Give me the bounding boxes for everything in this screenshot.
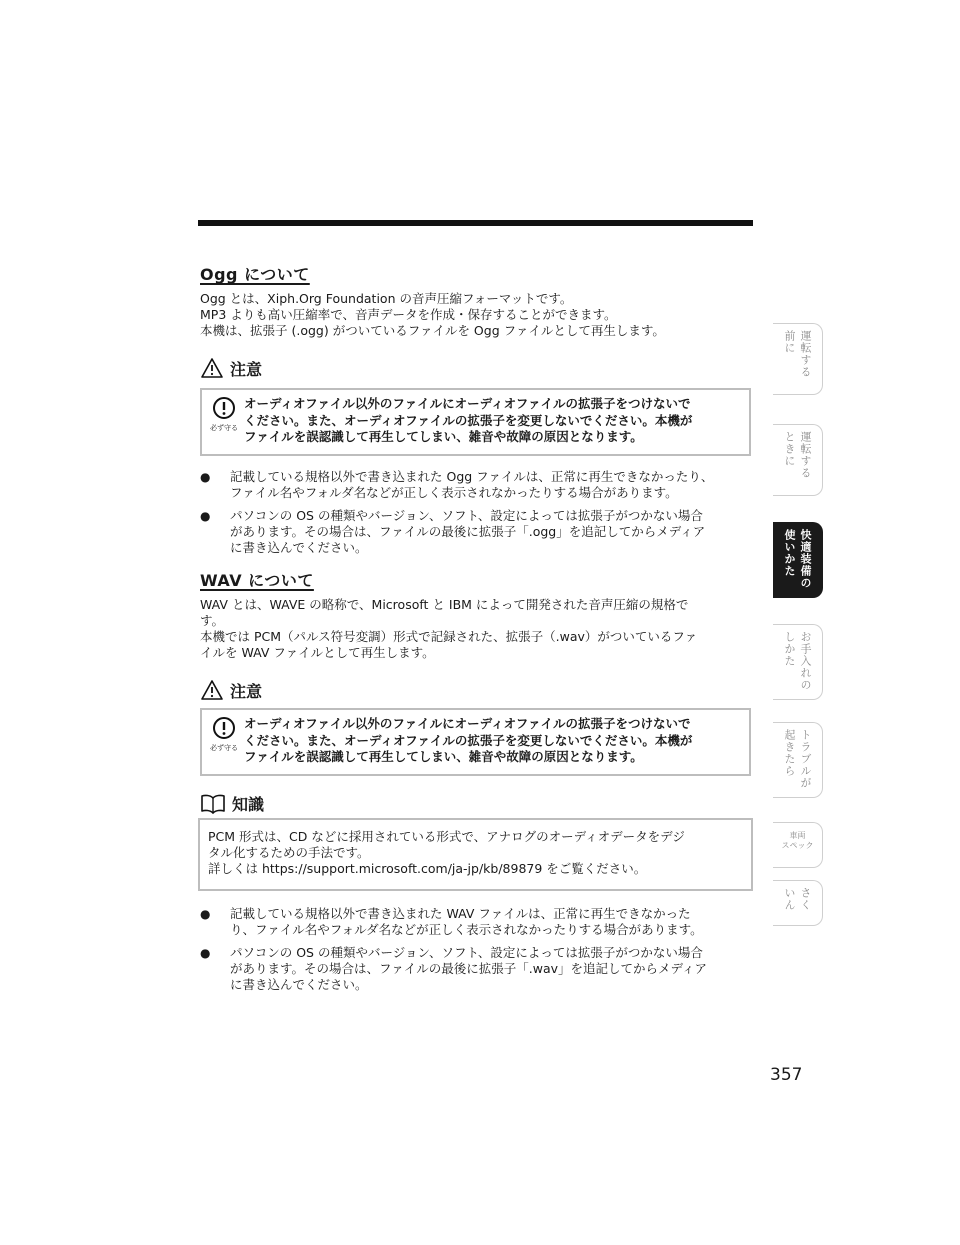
warning-icon — [200, 679, 224, 701]
side-tab-label: 使いかた — [783, 529, 796, 577]
ogg-caution-title — [200, 357, 262, 379]
knowledge-box — [198, 818, 753, 891]
exclamation-circle-icon — [212, 396, 236, 420]
side-tab-label: 車両 — [789, 831, 806, 840]
caution-line: オーディオファイル以外のファイルにオーディオファイルの拡張子をつけないで — [244, 716, 691, 731]
list-item-line: に書き込んでください。 — [230, 977, 368, 992]
ogg-body-line: 本機は、拡張子 (.ogg) がついているファイルを Ogg ファイルとして再生します。 — [200, 323, 665, 338]
ogg-body-line: Ogg とは、Xiph.Org Foundation の音声圧縮フォーマットです。 — [200, 291, 573, 306]
side-tab-label: 運転する — [799, 330, 812, 378]
wav-body-line: 本機では PCM（パルス符号変調）形式で記録された、拡張子（.wav）がついているファ — [200, 629, 698, 644]
list-item-line: り、ファイル名やフォルダ名などが正しく表示されなかったりする場合があります。 — [230, 922, 703, 937]
list-item-line: 記載している規格以外で書き込まれた Ogg ファイルは、正常に再生できなかったり、 — [230, 469, 714, 484]
caution-text — [244, 716, 743, 766]
wav-bullets — [200, 906, 755, 1000]
caution-line: ファイルを誤認識して再生してしまい、雑音や故障の原因となります。 — [244, 429, 643, 444]
list-item-line: パソコンの OS の種類やバージョン、ソフト、設定によっては拡張子がつかない場合 — [230, 508, 703, 523]
must-observe-badge — [208, 716, 240, 753]
wav-heading: WAV について — [200, 571, 314, 590]
wav-body — [200, 597, 755, 661]
exclamation-circle-icon — [212, 716, 236, 740]
side-tab-label: お手入れの — [799, 631, 812, 691]
ogg-body — [200, 291, 755, 339]
knowledge-title — [200, 792, 264, 815]
book-icon — [200, 793, 226, 815]
list-item-line: があります。その場合は、ファイルの最後に拡張子「.wav」を追記してからメディア — [230, 961, 708, 976]
list-item-line: パソコンの OS の種類やバージョン、ソフト、設定によっては拡張子がつかない場合 — [230, 945, 703, 960]
side-tab-maintenance[interactable] — [773, 624, 823, 700]
side-tab-label: さく — [799, 887, 812, 911]
warning-icon — [200, 357, 224, 379]
list-item — [200, 508, 755, 556]
caution-line: ください。また、オーディオファイルの拡張子を変更しないでください。本機が — [244, 732, 693, 748]
wav-caution-box — [200, 708, 751, 776]
side-tab-before-driving[interactable] — [773, 323, 823, 395]
side-tab-vehicle-specs[interactable] — [773, 822, 823, 868]
side-tab-label: 運転する — [799, 431, 812, 479]
side-tab-label: 前に — [783, 330, 796, 354]
wav-body-line: す。 — [200, 613, 225, 628]
list-item — [200, 945, 755, 993]
ogg-bullets — [200, 469, 755, 563]
side-tab-label: いん — [783, 887, 796, 911]
side-tab-index[interactable] — [773, 880, 823, 926]
side-tab-troubleshooting[interactable] — [773, 722, 823, 798]
ogg-body-line: MP3 よりも高い圧縮率で、音声データを作成・保存することができます。 — [200, 307, 617, 322]
list-item — [200, 906, 755, 938]
caution-label: 注意 — [230, 681, 263, 701]
side-tab-label: トラブルが — [799, 729, 812, 789]
must-observe-badge — [208, 396, 240, 433]
caution-line: オーディオファイル以外のファイルにオーディオファイルの拡張子をつけないで — [244, 396, 691, 411]
list-item-line: があります。その場合は、ファイルの最後に拡張子「.ogg」を追記してからメディア — [230, 524, 706, 539]
ogg-heading: Ogg について — [200, 265, 310, 284]
page-number: 357 — [770, 1065, 803, 1085]
bullet-icon: ● — [200, 509, 211, 523]
side-tab-label: ときに — [783, 431, 796, 467]
side-tab-while-driving[interactable] — [773, 424, 823, 496]
bullet-icon: ● — [200, 907, 211, 921]
caution-label: 注意 — [230, 359, 263, 379]
knowledge-label: 知識 — [232, 795, 265, 814]
list-item — [200, 469, 755, 501]
side-tab-label: 快適装備の — [799, 529, 812, 589]
bullet-icon: ● — [200, 470, 211, 484]
wav-body-line: WAV とは、WAVE の略称で、Microsoft と IBM によって開発された音声圧縮の規格で — [200, 597, 689, 612]
caution-text — [244, 396, 743, 446]
top-rule — [198, 220, 753, 226]
side-tab-label: しかた — [783, 631, 796, 667]
must-observe-label: 必ず守る — [210, 744, 238, 752]
bullet-icon: ● — [200, 946, 211, 960]
must-observe-label: 必ず守る — [210, 424, 238, 432]
list-item-line: に書き込んでください。 — [230, 540, 368, 555]
caution-line: ください。また、オーディオファイルの拡張子を変更しないでください。本機が — [244, 412, 693, 428]
side-tab-comfort-equipment[interactable] — [773, 522, 823, 598]
wav-body-line: イルを WAV ファイルとして再生します。 — [200, 645, 435, 660]
side-tab-label: 起きたら — [783, 729, 796, 777]
ogg-caution-box — [200, 388, 751, 456]
side-tab-label: スペック — [781, 841, 814, 850]
caution-line: ファイルを誤認識して再生してしまい、雑音や故障の原因となります。 — [244, 749, 643, 764]
list-item-line: 記載している規格以外で書き込まれた WAV ファイルは、正常に再生できなかった — [230, 906, 691, 921]
knowledge-line: タル化するための手法です。 — [208, 845, 370, 860]
knowledge-line: PCM 形式は、CD などに採用されている形式で、アナログのオーディオデータをデジ — [208, 829, 685, 844]
knowledge-line: 詳しくは https://support.microsoft.com/ja-jp/kb/89879 をご覧ください。 — [208, 861, 647, 876]
wav-caution-title — [200, 679, 262, 701]
list-item-line: ファイル名やフォルダ名などが正しく表示されなかったりする場合があります。 — [230, 485, 678, 500]
